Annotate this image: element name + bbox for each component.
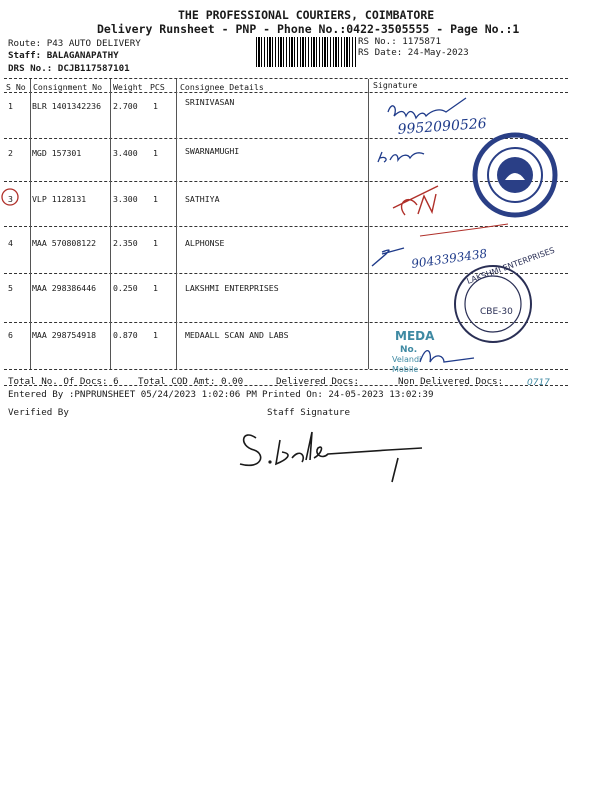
delivered-docs: Delivered Docs:: [276, 376, 359, 387]
stamp-medaall-line2: No.: [400, 345, 418, 355]
drs-number: DRS No.: DCJB117587101: [8, 63, 130, 74]
row-weight: 2.700: [113, 101, 138, 111]
staff-signature: [240, 432, 422, 482]
total-cod: Total COD Amt: 0.00: [138, 376, 244, 387]
printed-on: Printed On: 24-05-2023 13:02:39: [262, 389, 434, 400]
medaall-stamp: [392, 329, 474, 374]
company-title: THE PROFESSIONAL COURIERS, COIMBATORE: [178, 8, 435, 22]
rs-number: RS No.: 1175871: [358, 36, 441, 47]
row-sno: 2: [8, 148, 13, 158]
row-pcs: 1: [153, 283, 158, 293]
verified-by: Verified By: [8, 407, 69, 418]
staff-label: Staff: BALAGANAPATHY: [8, 50, 119, 61]
row-pcs: 1: [153, 194, 158, 204]
entered-by: Entered By :PNPRUNSHEET 05/24/2023 1:02:06 PM: [8, 389, 257, 400]
row-consignment: BLR 1401342236: [32, 101, 102, 111]
col-header-weight: Weight: [113, 82, 143, 92]
row-consignee: SATHIYA: [185, 194, 220, 204]
row-sno: 1: [8, 101, 13, 111]
row-sno: 5: [8, 283, 13, 293]
row-consignee: SRINIVASAN: [185, 97, 235, 107]
col-header-consignee: Consignee Details: [180, 82, 264, 92]
runsheet-title: Delivery Runsheet - PNP - Phone No.:0422-3505555 - Page No.:1: [97, 22, 520, 36]
stamp-lakshmi-text: LAKSHMI ENTERPRISES: [465, 245, 556, 286]
row-sno: 4: [8, 238, 13, 248]
rs-date: RS Date: 24-May-2023: [358, 47, 469, 58]
row-pcs: 1: [153, 330, 158, 340]
row1-signature: [388, 98, 466, 118]
row4-phone: 9043393438: [410, 246, 489, 271]
row-consignment: MAA 298386446: [32, 283, 97, 293]
row3-mark: [393, 186, 438, 215]
row-consignee: ALPHONSE: [185, 238, 225, 248]
row-weight: 0.870: [113, 330, 138, 340]
row-consignee: MEDAALL SCAN AND LABS: [185, 330, 289, 340]
col-header-pcs: PCS: [150, 82, 165, 92]
row-sno: 3: [8, 194, 13, 204]
row-pcs: 1: [153, 101, 158, 111]
col-header-signature: Signature: [373, 80, 418, 90]
row-consignment: MAA 570808122: [32, 238, 97, 248]
row-weight: 3.400: [113, 148, 138, 158]
row-consignment: MGD 157301: [32, 148, 82, 158]
stamp-lakshmi-code: CBE-30: [480, 307, 513, 317]
staff-signature-label: Staff Signature: [267, 407, 350, 418]
row-pcs: 1: [153, 238, 158, 248]
row3-circle-mark: [2, 189, 18, 205]
route-label: Route: P43 AUTO DELIVERY: [8, 38, 141, 49]
row4-signature: [372, 248, 404, 266]
row-weight: 0.250: [113, 283, 138, 293]
stray-number: 0717: [527, 378, 550, 388]
row1-phone: 9952090526: [397, 115, 488, 138]
stamp-medaall-line4: Mobile: [392, 365, 419, 374]
row3-dash-mark: [420, 224, 508, 236]
row-consignee: LAKSHMI ENTERPRISES: [185, 283, 279, 293]
institute-round-stamp: [475, 135, 555, 215]
row-consignment: MAA 298754918: [32, 330, 97, 340]
col-header-consignment: Consignment No: [33, 82, 103, 92]
row-sno: 6: [8, 330, 13, 340]
row-weight: 2.350: [113, 238, 138, 248]
total-docs: Total No. Of Docs: 6: [8, 376, 119, 387]
stamp-medaall-text: MEDA: [395, 329, 435, 343]
row-pcs: 1: [153, 148, 158, 158]
row-consignment: VLP 1128131: [32, 194, 87, 204]
col-header-sno: S No: [6, 82, 26, 92]
non-delivered-docs: Non Delivered Docs:: [398, 376, 504, 387]
row-weight: 3.300: [113, 194, 138, 204]
stamp-medaall-line3: Velandi: [392, 355, 422, 364]
row3-mark-text: [404, 218, 405, 219]
row-consignee: SWARNAMUGHI: [185, 146, 240, 156]
row2-signature: [378, 152, 424, 162]
